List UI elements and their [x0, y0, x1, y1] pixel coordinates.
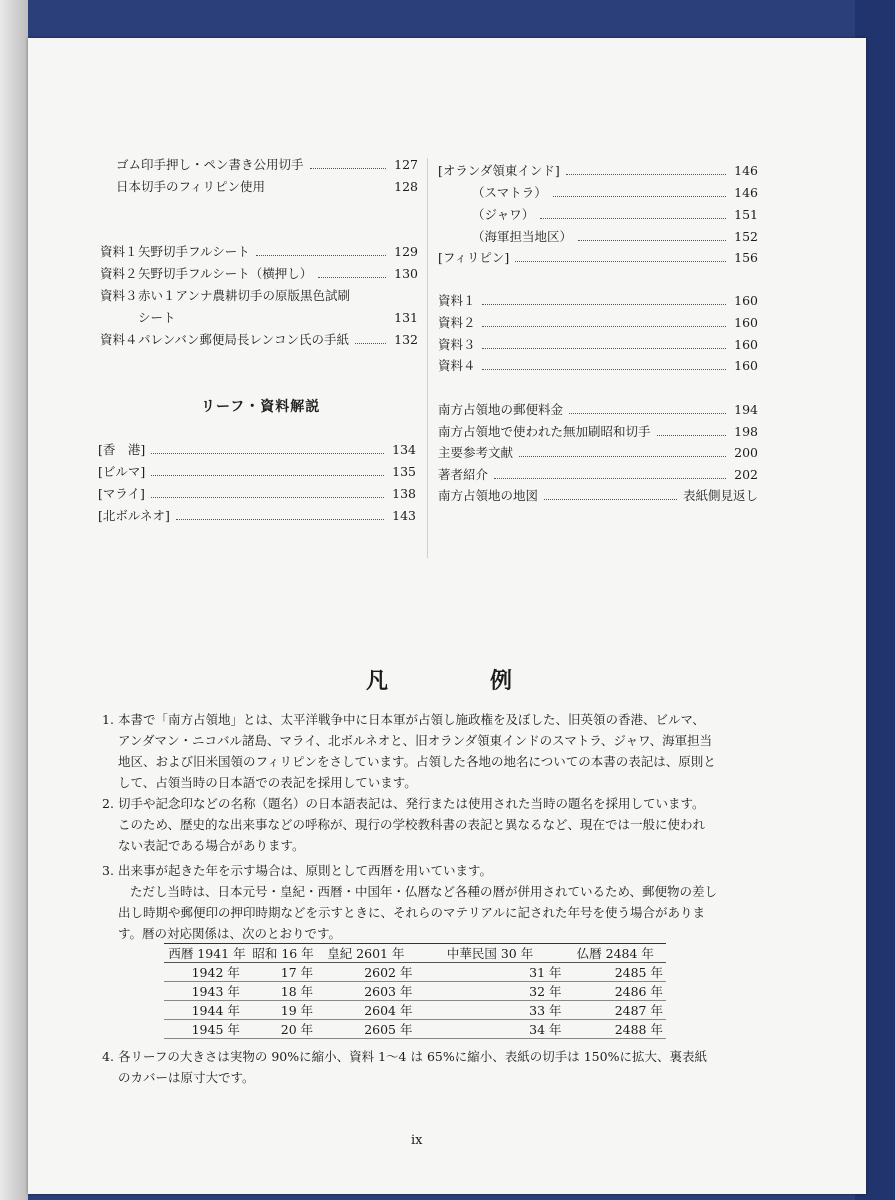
- toc-entry-page: 130: [394, 266, 418, 281]
- column-divider: [427, 158, 428, 558]
- toc-entry-page: 146: [734, 185, 758, 200]
- toc-leader: [519, 456, 726, 457]
- toc-leader: [482, 369, 726, 370]
- table-row: [164, 1001, 666, 1020]
- toc-leader: [482, 304, 726, 305]
- toc-entry[interactable]: [438, 315, 758, 331]
- toc-entry-label: 資料１: [100, 244, 138, 259]
- toc-leader: [355, 343, 386, 344]
- note-line: ただし当時は、日本元号・皇紀・西暦・中国年・仏暦など各種の暦が併用されているため、郵便物の差し: [130, 884, 718, 899]
- document-page: [28, 38, 866, 1194]
- toc-entry[interactable]: [472, 207, 758, 223]
- toc-leader: [553, 196, 726, 197]
- note-line: のカバーは原寸大です。: [118, 1070, 255, 1085]
- table-cell: 1944 年: [164, 1001, 250, 1020]
- note-line: して、占領当時の日本語での表記を採用しています。: [118, 775, 417, 790]
- toc-entry-title: [北ボルネオ]: [98, 508, 170, 523]
- note-number: 4.: [102, 1049, 114, 1064]
- toc-entry-title: [マライ]: [98, 486, 145, 501]
- toc-entry[interactable]: [100, 288, 418, 304]
- toc-entry[interactable]: [98, 464, 416, 480]
- table-header: 昭和 16 年: [250, 944, 316, 963]
- table-cell: 2486 年: [565, 982, 666, 1001]
- table-cell: 2488 年: [565, 1020, 666, 1039]
- note-line: このため、歴史的な出来事などの呼称が、現行の学校教科書の表記と異なるなど、現在では一般に使われ: [118, 817, 706, 832]
- toc-entry-title: 著者紹介: [438, 467, 489, 482]
- toc-leader: [566, 174, 726, 175]
- table-cell: 33 年: [416, 1001, 565, 1020]
- table-cell: 2485 年: [565, 963, 666, 982]
- toc-entry-title: 南方占領地で使われた無加刷昭和切手: [438, 424, 651, 439]
- table-cell: 18 年: [250, 982, 316, 1001]
- toc-entry-title: 矢野切手フルシート（横押し）: [138, 266, 313, 281]
- toc-leader: [151, 475, 384, 476]
- toc-entry[interactable]: [438, 293, 758, 309]
- toc-entry-page: 131: [394, 310, 418, 325]
- table-row: [164, 1020, 666, 1039]
- table-cell: 2605 年: [316, 1020, 415, 1039]
- toc-leader: [310, 168, 386, 169]
- toc-entry-title: ゴム印手押し・ペン書き公用切手: [116, 157, 304, 172]
- toc-leader: [151, 453, 384, 454]
- table-cell: 1945 年: [164, 1020, 250, 1039]
- toc-entry-page: 194: [734, 402, 758, 417]
- toc-entry-title: シート: [138, 310, 176, 325]
- toc-entry[interactable]: [438, 488, 758, 504]
- toc-leader: [482, 326, 726, 327]
- note-line: 各リーフの大きさは実物の 90%に縮小、資料 1～4 は 65%に縮小、表紙の切手は 150%に拡大、裏表紙: [118, 1049, 707, 1064]
- note-item-4: [102, 1046, 792, 1088]
- toc-entry[interactable]: [98, 486, 416, 502]
- note-number: 3.: [102, 863, 114, 878]
- toc-entry-title: 資料１: [438, 293, 476, 308]
- toc-entry[interactable]: [98, 508, 416, 524]
- toc-entry-title: （スマトラ）: [472, 185, 547, 200]
- toc-entry[interactable]: [116, 179, 418, 195]
- note-line: 本書で「南方占領地」とは、太平洋戦争中に日本軍が占領し施政権を及ぼした、旧英領の香港、ビルマ、: [118, 712, 705, 727]
- toc-entry[interactable]: [438, 402, 758, 418]
- toc-entry-page: 128: [394, 179, 418, 194]
- note-line: 地区、および旧米国領のフィリピンをさしています。占領した各地の地名についての本書の表記は、原則と: [118, 754, 716, 769]
- toc-entry-title: [ビルマ]: [98, 464, 146, 479]
- toc-entry-label: 資料２: [100, 266, 138, 281]
- toc-entry-page: 202: [734, 467, 758, 482]
- toc-entry-page: 129: [394, 244, 418, 259]
- toc-entry-page: 160: [734, 293, 758, 308]
- toc-entry-title: パレンバン郵便局長レンコン氏の手紙: [138, 332, 350, 347]
- toc-entry[interactable]: [438, 445, 758, 461]
- toc-entry[interactable]: [100, 244, 418, 260]
- toc-entry-title: [香 港]: [98, 442, 146, 457]
- toc-entry-page: 198: [734, 424, 758, 439]
- table-row: [164, 963, 666, 982]
- toc-leader: [318, 277, 386, 278]
- toc-entry[interactable]: [438, 163, 758, 179]
- toc-entry[interactable]: [438, 424, 758, 440]
- toc-entry-title: [フィリピン]: [438, 250, 510, 265]
- note-line: 出来事が起きた年を示す場合は、原則として西暦を用いています。: [118, 863, 493, 878]
- table-cell: 20 年: [250, 1020, 316, 1039]
- toc-entry-page: 151: [734, 207, 758, 222]
- table-cell: 2602 年: [316, 963, 415, 982]
- toc-entry-page: 160: [734, 315, 758, 330]
- table-header: 西暦 1941 年: [164, 944, 250, 963]
- toc-entry-page: 146: [734, 163, 758, 178]
- note-line: す。暦の対応関係は、次のとおりです。: [118, 926, 342, 941]
- toc-entry-page: 132: [394, 332, 418, 347]
- toc-entry-title: [オランダ領東インド]: [438, 163, 560, 178]
- note-line: ない表記である場合があります。: [118, 838, 305, 853]
- toc-entry-title: 資料４: [438, 358, 476, 373]
- toc-leader: [494, 478, 726, 479]
- toc-entry-page: 表紙側見返し: [682, 488, 758, 503]
- table-cell: 32 年: [416, 982, 565, 1001]
- toc-entry-page: 152: [734, 229, 758, 244]
- table-cell: 2603 年: [316, 982, 415, 1001]
- toc-entry[interactable]: [100, 310, 418, 326]
- toc-entry[interactable]: [100, 266, 418, 282]
- toc-leader: [569, 413, 726, 414]
- toc-entry[interactable]: [438, 358, 758, 374]
- toc-entry-page: 135: [392, 464, 416, 479]
- table-cell: 19 年: [250, 1001, 316, 1020]
- toc-leader: [578, 240, 726, 241]
- toc-entry-title: 主要参考文献: [438, 445, 514, 460]
- toc-leader: [482, 348, 726, 349]
- page-number: ix: [411, 1133, 423, 1148]
- toc-entry-page: 156: [734, 250, 758, 265]
- toc-leader: [256, 255, 386, 256]
- table-cell: 31 年: [416, 963, 565, 982]
- table-header: 仏暦 2484 年: [565, 944, 666, 963]
- toc-entry-page: 200: [734, 445, 758, 460]
- table-header-row: [164, 944, 666, 963]
- note-item-3: [102, 860, 792, 944]
- toc-entry[interactable]: [472, 229, 758, 245]
- note-item-1: [102, 709, 792, 793]
- toc-entry[interactable]: [438, 337, 758, 353]
- toc-entry-title: 資料２: [438, 315, 476, 330]
- toc-entry-page: 134: [392, 442, 416, 457]
- toc-entry-title: 矢野切手フルシート: [138, 244, 250, 259]
- calendar-table: [164, 943, 666, 1039]
- toc-entry-title: （海軍担当地区）: [472, 229, 573, 244]
- table-cell: 34 年: [416, 1020, 565, 1039]
- toc-entry[interactable]: [438, 467, 758, 483]
- table-header: 皇紀 2601 年: [316, 944, 415, 963]
- note-number: 2.: [102, 796, 114, 811]
- toc-entry-page: 143: [392, 508, 416, 523]
- table-row: [164, 982, 666, 1001]
- toc-entry[interactable]: [472, 185, 758, 201]
- toc-entry-title: 赤い１アンナ農耕切手の原版黒色試刷: [138, 288, 351, 303]
- note-item-2: [102, 793, 792, 856]
- table-cell: 2487 年: [565, 1001, 666, 1020]
- toc-entry[interactable]: [98, 442, 416, 458]
- table-cell: 1943 年: [164, 982, 250, 1001]
- toc-leader: [657, 435, 726, 436]
- table-cell: 2604 年: [316, 1001, 415, 1020]
- toc-entry-title: 南方占領地の郵便料金: [438, 402, 564, 417]
- note-line: 出し時期や郵便印の押印時期などを示すときに、それらのマテリアルに記された年号を使う場合がありま: [118, 905, 706, 920]
- toc-entry-title: （ジャワ）: [472, 207, 535, 222]
- toc-leader: [540, 218, 726, 219]
- toc-entry-label: 資料４: [100, 332, 138, 347]
- toc-leader: [515, 261, 726, 262]
- note-line: 切手や記念印などの名称（題名）の日本語表記は、発行または使用された当時の題名を採用しています。: [118, 796, 705, 811]
- table-cell: 17 年: [250, 963, 316, 982]
- toc-entry-label: 資料３: [100, 288, 138, 303]
- toc-entry-title: 日本切手のフィリピン使用: [116, 179, 266, 194]
- toc-entry[interactable]: [116, 157, 418, 173]
- toc-entry-page: 138: [392, 486, 416, 501]
- toc-entry-title: 南方占領地の地図: [438, 488, 539, 503]
- note-number: 1.: [102, 712, 114, 727]
- toc-entry[interactable]: [438, 250, 758, 266]
- toc-leader: [151, 497, 384, 498]
- hanrei-heading: 凡 例: [366, 668, 553, 694]
- toc-entry-page: 127: [394, 157, 418, 172]
- table-header: 中華民国 30 年: [416, 944, 565, 963]
- table-cell: 1942 年: [164, 963, 250, 982]
- toc-leader: [176, 519, 384, 520]
- toc-entry-page: 160: [734, 337, 758, 352]
- toc-entry-title: 資料３: [438, 337, 476, 352]
- leaf-section-title: リーフ・資料解説: [201, 399, 321, 415]
- note-line: アンダマン・ニコバル諸島、マライ、北ボルネオと、旧オランダ領東インドのスマトラ、ジャワ、海軍担当: [118, 733, 713, 748]
- toc-entry[interactable]: [100, 332, 418, 348]
- toc-entry-page: 160: [734, 358, 758, 373]
- toc-leader: [544, 499, 677, 500]
- book-spine: [0, 0, 28, 1200]
